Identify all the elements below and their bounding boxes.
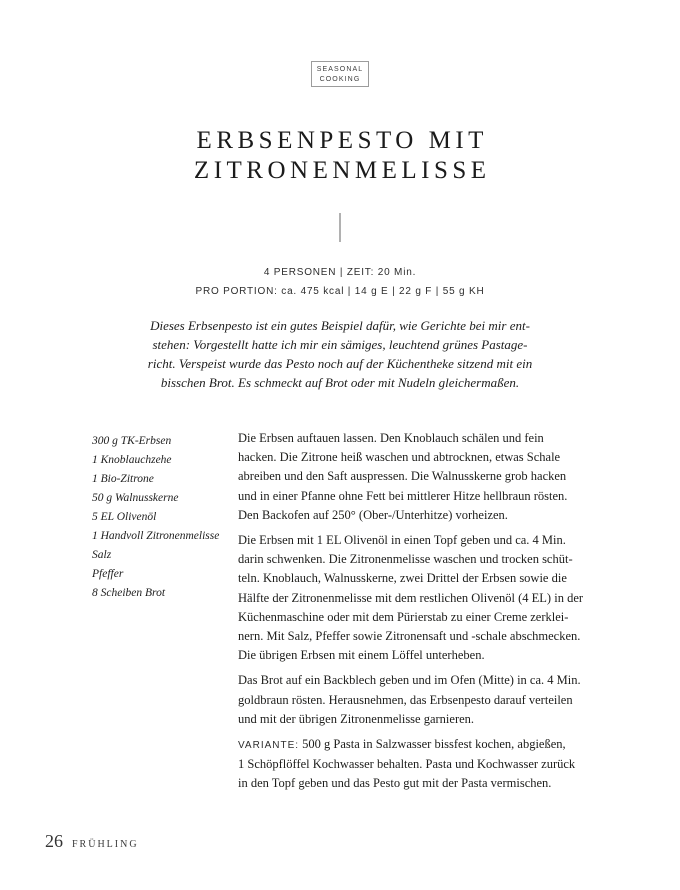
intro-line: bisschen Brot. Es schmeckt auf Brot oder mit Nudeln gleichermaßen. [160,375,520,390]
ingredient-item: 5 EL Olivenöl [92,511,157,523]
nutrition-line: PRO PORTION: ca. 475 kcal | 14 g E | 22 g F | 55 g KH [195,286,485,297]
ingredients-list [92,432,237,603]
variant-label: VARIANTE: [238,740,300,752]
method-text-line: abreiben und den Saft auspressen. Die Walnusskerne grob hacken [238,469,567,484]
method-text-line: Das Brot auf ein Backblech geben und im Ofen (Mitte) in ca. 4 Min. [238,673,581,688]
method-text-line: Die Erbsen mit 1 EL Olivenöl in einen Topf geben und ca. 4 Min. [238,533,566,548]
variant-text-line: in den Topf geben und das Pesto gut mit der Pasta vermischen. [238,776,552,791]
badge-line-2: COOKING [319,75,361,83]
seasonal-cooking-badge [311,61,369,87]
intro-line: richt. Verspeist wurde das Pesto noch auf der Küchentheke sitzend mit ein [147,356,533,371]
method-text-line: teln. Knoblauch, Walnusskerne, zwei Drittel der Erbsen sowie die [238,571,567,586]
ingredient-item: 8 Scheiben Brot [92,587,166,599]
method-text-line: hacken. Die Zitrone heiß waschen und abtrocknen, etwas Schale [238,450,561,465]
badge-line-1: SEASONAL [316,66,364,73]
method-column [238,429,613,800]
method-text-line: und in einer Pfanne ohne Fett bei mittlerer Hitze hellbraun rösten. [238,488,568,503]
method-text-line: Die übrigen Erbsen mit einem Löffel unterheben. [238,648,485,663]
ingredient-item: Pfeffer [92,568,124,580]
variant-first-line [238,735,613,755]
ingredient-item: 1 Bio-Zitrone [92,473,154,485]
section-name: FRÜHLING [72,839,139,850]
ingredient-item: 300 g TK-Erbsen [92,435,172,447]
ingredient-item: 1 Handvoll Zitronenmelisse [92,530,220,542]
servings-time-line: 4 PERSONEN | ZEIT: 20 Min. [263,267,417,278]
intro-line: stehen: Vorgestellt hatte ich mir ein sämiges, leuchtend grünes Pastage- [152,337,528,352]
vertical-divider [339,213,341,242]
recipe-title-line-1: ERBSENPESTO MIT [196,127,488,154]
recipe-title-line-2: ZITRONENMELISSE [193,157,491,184]
method-text-line: Hälfte der Zitronenmelisse mit dem restlichen Olivenöl (4 EL) in der [238,590,584,605]
method-paragraph-3 [238,671,613,729]
method-text-line: nern. Mit Salz, Pfeffer sowie Zitronensaft und -schale abschmecken. [238,629,581,644]
variant-first-line-text: 500 g Pasta in Salzwasser bissfest kochen, abgießen, [299,737,566,752]
intro-line: Dieses Erbsenpesto ist ein gutes Beispiel dafür, wie Gerichte bei mir ent- [150,318,530,333]
recipe-meta [0,263,680,301]
page-number: 26 [45,831,63,851]
method-text-line: darin schwenken. Die Zitronenmelisse waschen und trocken schüt- [238,552,573,567]
method-text-line: Die Erbsen auftauen lassen. Den Knoblauch schälen und fein [238,431,544,445]
method-paragraph-2 [238,531,613,665]
ingredient-item: 1 Knoblauchzehe [92,454,172,466]
method-paragraph-1 [238,429,613,525]
intro-paragraph [80,316,600,392]
ingredient-item: Salz [92,549,112,561]
page-footer [45,831,139,852]
method-text-line: goldbraun rösten. Herausnehmen, das Erbsenpesto darauf verteilen [238,692,573,707]
method-text-line: Küchenmaschine oder mit dem Pürierstab zu einer Creme zerklei- [238,609,569,624]
recipe-title [0,126,680,186]
ingredient-item: 50 g Walnusskerne [92,492,179,504]
variant-paragraph [238,735,613,794]
variant-rest-lines [238,755,613,793]
method-text-line: und mit der übrigen Zitronenmelisse garnieren. [238,711,475,726]
method-text-line: Den Backofen auf 250° (Ober-/Unterhitze) vorheizen. [238,507,508,522]
variant-text-line: 1 Schöpflöffel Kochwasser behalten. Pasta und Kochwasser zurück [238,757,576,772]
